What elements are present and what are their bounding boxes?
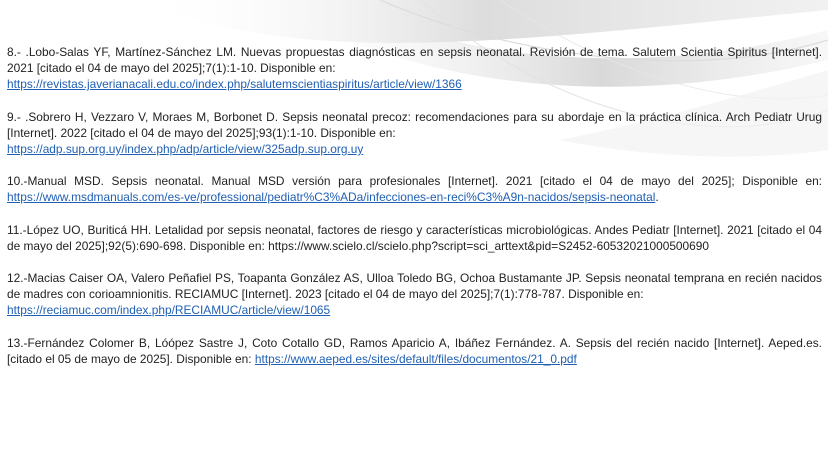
reference-link[interactable]: https://revistas.javerianacali.edu.co/index.php/salutemscientiaspiritus/article/view/1366 — [7, 77, 462, 92]
reference-text: 11.-López UO, Buriticá HH. Letalidad por sepsis neonatal, factores de riesgo y características microbiológicas. Andes Pediatr [Internet]. 2021 [citado el 04 de mayo del 2025];92(5):690-698. Disponible en: https://www.scielo.cl/scielo.php?script=sci_arttext&pid=S2452-60532021000500690 — [7, 222, 822, 253]
reference-text: 13.-Fernández Colomer B, Lóópez Sastre J, Coto Cotallo GD, Ramos Aparicio A, Ibáñez Fernández. A. Sepsis del recién nacido [Internet]. Aeped.es. [citado el 05 de mayo de 2025]. Disponible en: — [7, 335, 822, 366]
reference-tail: . — [655, 190, 659, 205]
reference-link[interactable]: https://www.msdmanuals.com/es-ve/professional/pediatr%C3%ADa/infecciones-en-reci%C3%A9n-nacidos/sepsis-neonatal — [7, 190, 656, 205]
reference-link[interactable]: https://reciamuc.com/index.php/RECIAMUC/article/view/1065 — [7, 303, 331, 318]
reference-text: 8.- .Lobo-Salas YF, Martínez-Sánchez LM. Nuevas propuestas diagnósticas en sepsis neonatal. Revisión de tema. Salutem Scientia Spiritus [Internet]. 2021 [citado el 04 de mayo del 2025];7(1):1-10. Disponible en: — [7, 45, 822, 76]
reference-text: 12.-Macias Caiser OA, Valero Peñafiel PS, Toapanta González AS, Ulloa Toledo BG, Ochoa Bustamante JP. Sepsis neonatal temprana en recién nacidos de madres con corioamnionitis. RECIAMUC [Internet]. 2023 [citado el 04 de mayo del 2025];7(1):778-787. Disponible en: — [7, 271, 822, 302]
reference-list — [7, 44, 822, 367]
reference-item — [7, 270, 822, 319]
reference-link[interactable]: https://adp.sup.org.uy/index.php/adp/article/view/325adp.sup.org.uy — [7, 142, 364, 157]
reference-item — [7, 222, 822, 254]
reference-link[interactable]: https://www.aeped.es/sites/default/files/documentos/21_0.pdf — [254, 351, 577, 366]
reference-item — [7, 173, 822, 205]
reference-text: 9.- .Sobrero H, Vezzaro V, Moraes M, Borbonet D. Sepsis neonatal precoz: recomendaciones para su abordaje en la práctica clínica. Arch Pediatr Urug [Internet]. 2022 [citado el 04 de mayo del 2025];93(1):1-10. Disponible en: — [7, 109, 822, 140]
reference-item — [7, 335, 822, 367]
reference-item — [7, 44, 822, 93]
reference-item — [7, 109, 822, 158]
reference-text: 10.-Manual MSD. Sepsis neonatal. Manual MSD versión para profesionales [Internet]. 2021 [citado el 04 de mayo del 2025]; Disponible en: — [7, 174, 822, 189]
